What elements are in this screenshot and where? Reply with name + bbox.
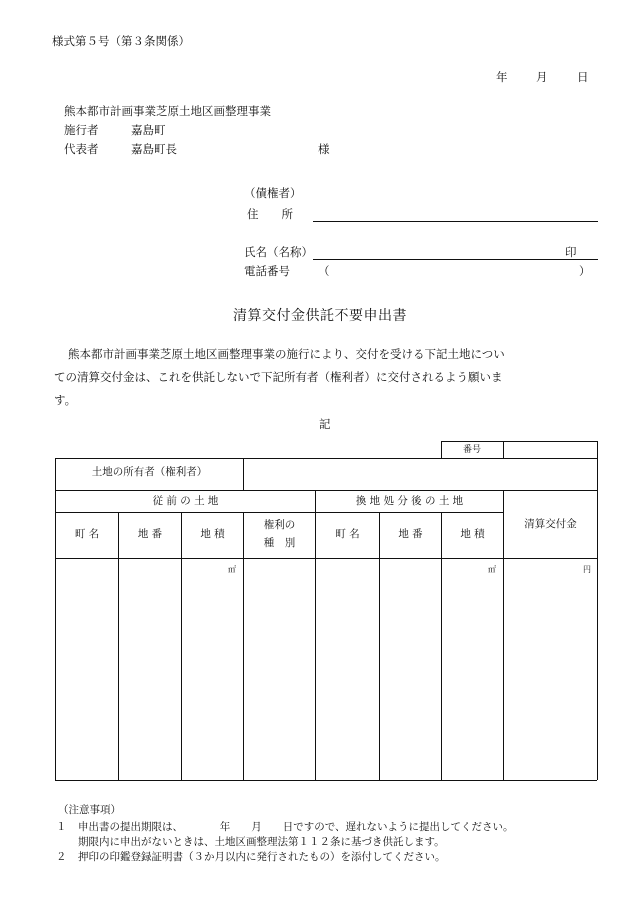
seal-mark: 印 [565,245,577,259]
unit-sqm-before: ㎡ [228,565,236,574]
operator-label: 施行者 [64,123,99,137]
form-number: 様式第５号（第３条関係） [52,34,190,48]
document-title: 清算交付金供託不要申出書 [233,308,407,324]
unit-yen: 円 [583,565,591,574]
note-2-number: ２ [56,851,67,863]
col-header-area: 地 積 [200,528,225,540]
date-year-label: 年 [496,70,508,84]
number-input[interactable] [504,442,596,457]
representative-label: 代表者 [64,142,99,156]
note-1-text: 申出書の提出期限は、 年 月 日ですので、遅れないように提出してください。 [78,821,514,833]
addressee-project: 熊本都市計画事業芝原土地区画整理事業 [64,104,271,118]
table-right-border [597,441,598,780]
note-2-text: 押印の印鑑登録証明書（３か月以内に発行されたもの）を添付してください。 [78,851,446,863]
col-header-lot-after: 地 番 [398,528,423,540]
notes-heading: （注意事項） [58,804,121,816]
col-header-lot: 地 番 [137,528,163,540]
date-month-label: 月 [536,70,548,84]
body-line-3: す。 [54,393,77,407]
owner-row-bottom [55,490,597,491]
settlement-header: 清算交付金 [524,518,577,530]
col-header-town: 町 名 [74,528,100,540]
col-header-right-type-2: 種 別 [263,537,296,549]
operator-name: 嘉島町 [131,123,166,137]
note-1-continuation: 期限内に申出がないときは、土地区画整理法第１１２条に基づき供託します。 [78,836,445,848]
ki-heading: 記 [319,417,331,431]
group-header-bottom [55,512,503,513]
after-land-header: 換 地 処 分 後 の 土 地 [355,495,464,507]
table-bottom-border [55,780,597,781]
representative-name: 嘉島町長 [131,142,177,156]
body-line-2: ての清算交付金は、これを供託しないで下記所有者（権利者）に交付されるよう願いま [54,370,503,384]
address-field[interactable] [313,221,598,222]
col-header-right-type-1: 権利の [263,519,296,531]
owner-label: 土地の所有者（権利者） [91,466,208,478]
table-data-area[interactable] [56,559,597,780]
creditor-heading: （債権者） [244,186,302,200]
owner-input[interactable] [244,459,596,489]
col-header-area-after: 地 積 [460,528,485,540]
honorific-sama: 様 [318,142,330,156]
name-label: 氏名（名称） [244,245,313,259]
note-1-number: １ [56,821,67,833]
address-label: 住 所 [247,207,293,221]
col-header-town-after: 町 名 [335,528,360,540]
name-field[interactable] [313,259,598,260]
phone-paren-close: ） [579,264,591,278]
phone-paren-open: （ [318,264,330,278]
unit-sqm-after: ㎡ [488,565,496,574]
phone-label: 電話番号 [244,264,290,278]
date-day-label: 日 [577,70,589,84]
number-label: 番号 [462,445,481,455]
before-land-header: 従 前 の 土 地 [152,495,219,507]
body-line-1: 熊本都市計画事業芝原土地区画整理事業の施行により、交付を受ける下記土地につい [68,347,505,361]
